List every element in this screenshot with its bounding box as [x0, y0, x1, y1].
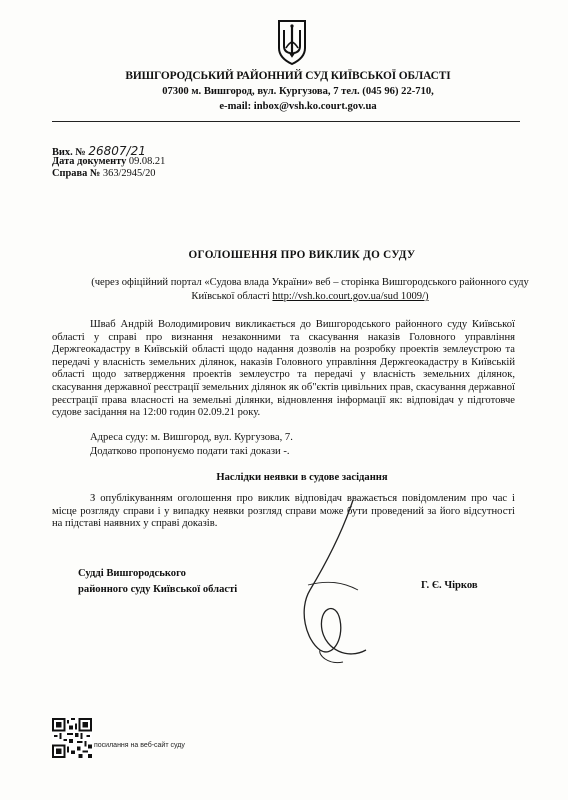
judge-title-line2: районного суду Київської області	[78, 584, 238, 595]
summons-body: Шваб Андрій Володимирович викликається до Вишгородського районного суду Київської області у справі про визнання незаконними та скасування наказів Головного управління Держгеокадастру в Київській області щодо надання дозволів на розробку проектів землеустрою та передачі у власність земельних ділянок, наказів Головного управління Держгеокадастру в Київській області щодо затвердження проектів землеустро та передачі у власність земельних ділянок, скасування державної реєстрації земельних ділянок як об"єктів цивільних прав, скасування державної реєстрації права власності на земельні ділянки, відновлення інформації як: відповідач у підготовче судове засідання на 12:00 годин 02.09.21 року.	[52, 319, 515, 419]
court-address: 07300 м. Вишгород, вул. Кургузова, 7 тел. (045 96) 22-710,	[162, 86, 434, 97]
coat-of-arms-icon	[276, 18, 308, 66]
judge-title	[78, 566, 237, 598]
additional-evidence-line: Додатково пропонуємо подати такі докази -.	[90, 446, 290, 457]
judge-title-line1: Судді Вишгородського	[78, 568, 186, 579]
case-label: Справа №	[52, 168, 101, 179]
portal-link[interactable]: http://vsh.ko.court.gov.ua/sud 1009/)	[272, 291, 429, 302]
portal-note	[90, 276, 530, 304]
qr-code-icon[interactable]	[52, 718, 92, 758]
consequences-text: З опублікуванням оголошення про виклик відповідач вважається повідомленим про час і місце розгляду справи і у випадку неявки розгляд справи може бути проведений за його відсутності на підставі наявних у справі доказів.	[52, 493, 515, 530]
court-address-line: Адреса суду: м. Вишгород, вул. Кургузова, 7.	[90, 432, 293, 443]
outgoing-label: Вих. №	[52, 147, 86, 158]
qr-caption: посилання на веб-сайт суду	[94, 742, 185, 749]
date-label: Дата документу	[52, 156, 127, 167]
court-email: e-mail: inbox@vsh.ko.court.gov.ua	[219, 101, 377, 112]
court-name: ВИШГОРОДСЬКИЙ РАЙОННИЙ СУД КИЇВСЬКОЇ ОБЛАСТІ	[125, 70, 451, 82]
document-date	[52, 156, 165, 167]
case-number	[52, 168, 155, 179]
document-title: ОГОЛОШЕННЯ ПРО ВИКЛИК ДО СУДУ	[188, 249, 416, 261]
case-value: 363/2945/20	[102, 168, 156, 179]
date-value: 09.08.21	[128, 156, 166, 167]
outgoing-number-handwritten: 26807/21	[88, 144, 146, 158]
portal-text: (через офіційний портал «Судова влада України» веб – сторінка Вишгородського районного суду Київської області	[91, 277, 529, 302]
header-divider	[52, 121, 520, 122]
handwritten-signature	[248, 490, 448, 670]
judge-name: Г. Є. Чірков	[421, 580, 478, 591]
consequences-title: Наслідки неявки в судове засідання	[216, 472, 388, 483]
